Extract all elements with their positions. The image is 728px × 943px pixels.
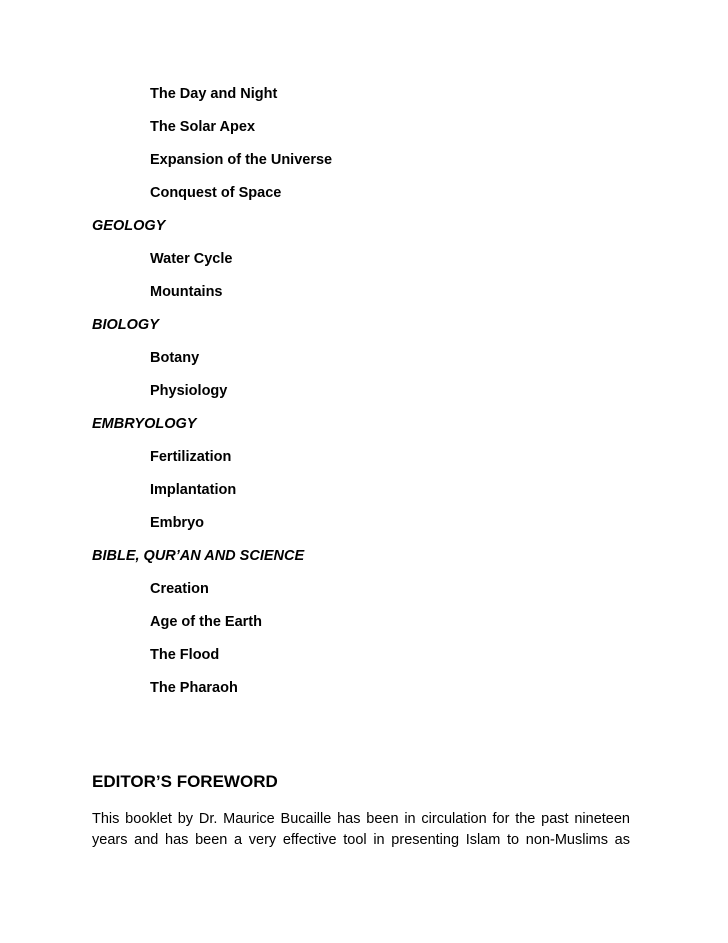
toc-item-water-cycle: Water Cycle [150,251,233,267]
toc-item-age-of-earth: Age of the Earth [150,614,262,630]
toc-item-flood: The Flood [150,647,220,663]
foreword-title: EDITOR’S FOREWORD [92,772,278,791]
toc-item-day-and-night: The Day and Night [150,86,278,102]
toc-item-implantation: Implantation [150,482,237,498]
toc-item-fertilization: Fertilization [150,449,232,465]
toc-item-conquest-space: Conquest of Space [150,185,282,201]
toc-item-solar-apex: The Solar Apex [150,119,256,135]
toc-item-mountains: Mountains [150,284,223,300]
toc-heading-embryology: EMBRYOLOGY [92,416,197,432]
foreword-line: This booklet by Dr. Maurice Bucaille has been in circulation for the past nineteen [92,811,630,827]
toc-item-physiology: Physiology [150,383,228,399]
toc-item-expansion-universe: Expansion of the Universe [150,152,333,168]
toc-heading-biology: BIOLOGY [92,317,159,333]
foreword-paragraph [92,809,630,851]
toc-item-botany: Botany [150,350,200,366]
toc-item-creation: Creation [150,581,209,597]
toc-item-embryo: Embryo [150,515,204,531]
toc-heading-bible-quran-science: BIBLE, QUR’AN AND SCIENCE [92,548,305,564]
foreword-line: years and has been a very effective tool in presenting Islam to non-Muslims as [92,832,630,848]
toc-heading-geology: GEOLOGY [92,218,166,234]
toc-item-pharaoh: The Pharaoh [150,680,238,696]
